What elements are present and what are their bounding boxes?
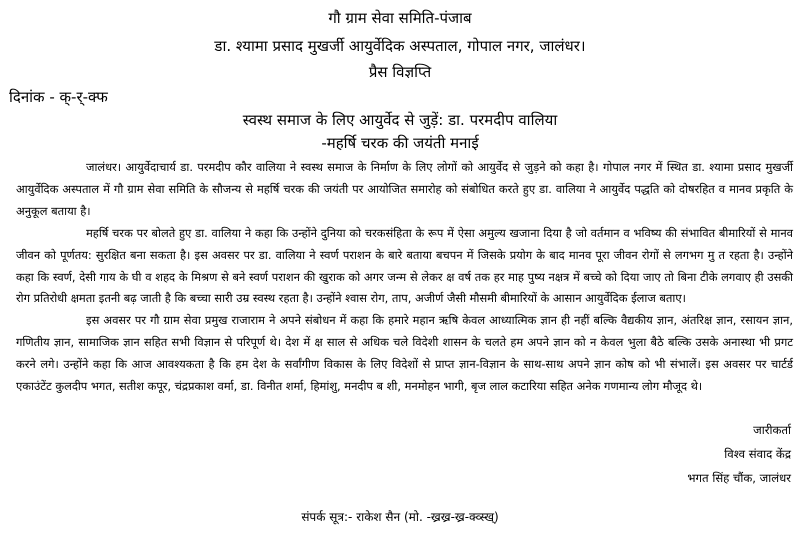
closing-block [687,418,791,490]
organization-title: गौ ग्राम सेवा समिति-पंजाब [328,9,472,27]
date-line: दिनांक - क्-र्-क्फ [9,88,108,106]
article-body [16,157,793,398]
issuer-organization: विश्व संवाद केंद्र [724,447,791,461]
issuer-label: जारीकर्ता [753,423,791,437]
headline: स्वस्थ समाज के लिए आयुर्वेद से जुड़ें: डा. परमदीप वालिया [242,111,558,129]
subheadline: -महर्षि चरक की जयंती मनाई [321,134,479,152]
contact-line: संपर्क सूत्र:- राकेश सैन (मो. -ख्रख्र-ख्र-क्व्स्ख्) [301,510,499,524]
paragraph-2: महर्षि चरक पर बोलते हुए डा. वालिया ने कहा कि उन्होंने दुनिया को चरकसंहिता के रूप में ऐसा अमुल्य खजाना दिया है जो वर्तमान व भविष्य की संभावित बीमारियों से मानव जीवन को पूर्णतय: सुरक्षित बना सकता है। इस अवसर पर डा. वालिया ने स्वर्ण पराशन के बारे बताया बचपन में जिसके प्रयोग के बाद मानव पूरा जीवन रोगों से लगभग मु त रहता है। उन्होंने कहा कि स्वर्ण, देसी गाय के घी व शहद के मिश्रण से बने स्वर्ण पराशन की खुराक को अगर जन्म से लेकर क्ष वर्ष तक हर माह पुष्य नक्षत्र में बच्चे को दिया जाए तो बिना टीके लगवाए ही उसकी रोग प्रतिरोधी क्षमता इतनी बढ़ जाती है कि बच्चा सारी उम्र स्वस्थ रहता है। उन्होंने श्वास रोग, ताप, अजीर्ण जैसी मौसमी बीमारियों के आसान आयुर्वेदिक ईलाज बताए। [16,225,793,306]
release-type: प्रैस विज्ञप्ति [368,63,432,81]
paragraph-3: इस अवसर पर गौ ग्राम सेवा प्रमुख राजाराम ने अपने संबोधन में कहा कि हमारे महान ऋषि केवल आध्यात्मिक ज्ञान ही नहीं बल्कि वैद्यकीय ज्ञान, अंतरिक्ष ज्ञान, रसायन ज्ञान, गणितीय ज्ञान, सामाजिक ज्ञान सहित सभी विज्ञान से परिपूर्ण थे। देश में क्ष साल से अधिक चले विदेशी शासन के चलते हम अपने ज्ञान को न केवल भुला बैठे बल्कि उसके अनास्था भी प्रगट करने लगे। उन्होंने कहा कि आज आवश्यकता है कि हम देश के सर्वांगीण विकास के लिए विदेशों से प्राप्त ज्ञान-विज्ञान के साथ-साथ अपने ज्ञान कोष को भी संभालें। इस अवसर पर चार्टर्ड एकाउंटेंट कुलदीप भगत, सतीश कपूर, चंद्रप्रकाश वर्मा, डा. विनीत शर्मा, हिमांशु, मनदीप ब शी, मनमोहन भागी, बृज लाल कटारिया सहित अनेक गणमान्य लोग मौजूद थे। [16,313,793,394]
paragraph-1: जालंधर। आयुर्वेदाचार्य डा. परमदीप कौर वालिया ने स्वस्थ समाज के निर्माण के लिए लोगों को आयुर्वेद से जुड़ने को कहा है। गोपाल नगर में स्थित डा. श्यामा प्रसाद मुखर्जी आयुर्वेदिक अस्पताल में गौ ग्राम सेवा समिति के सौजन्य से महर्षि चरक की जयंती पर आयोजित समारोह को संबोधित करते हुए डा. वालिया ने आयुर्वेद पद्धति को दोषरहित व मानव प्रकृति के अनुकूल बताया है। [16,160,793,218]
issuer-address: भगत सिंह चौंक, जालंधर [687,471,791,485]
hospital-name: डा. श्यामा प्रसाद मुखर्जी आयुर्वेदिक अस्पताल, गोपाल नगर, जालंधर। [214,37,586,55]
